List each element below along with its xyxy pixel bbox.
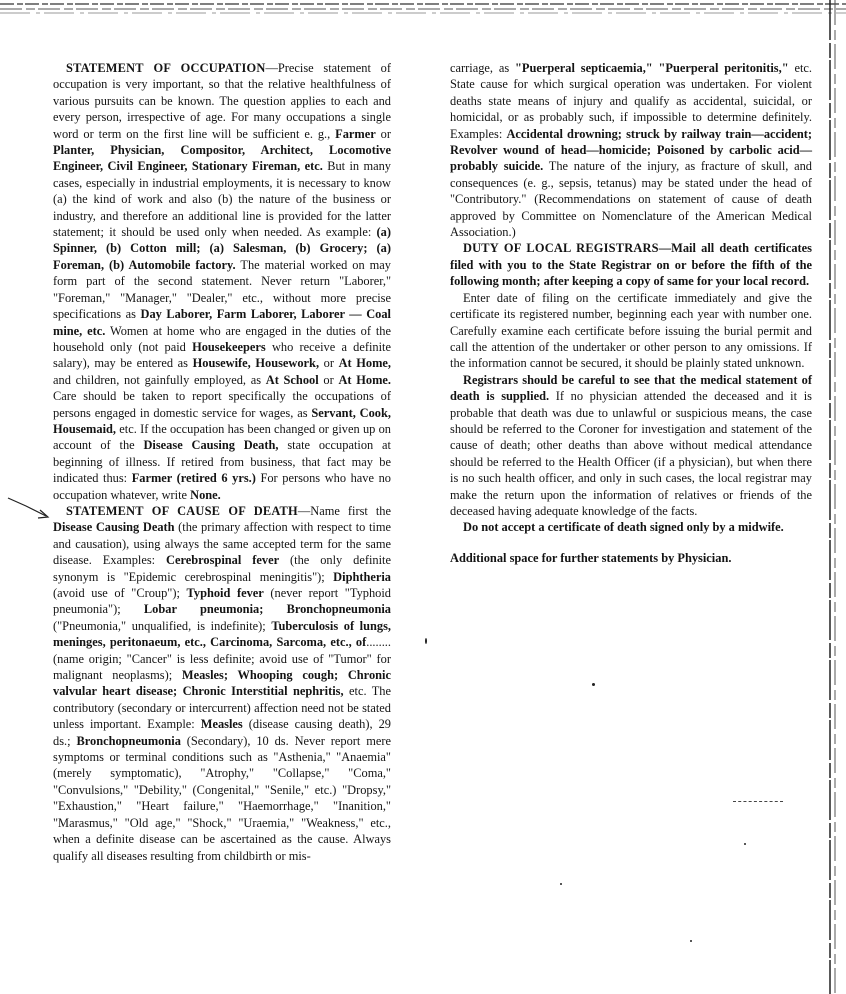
- occupation-heading: STATEMENT OF OCCUPATION: [66, 61, 266, 75]
- text-run: (avoid use of "Croup");: [53, 586, 187, 600]
- text-run: etc. The contributory (secondary or intercurrent) affection need not be stated unless important. Example:: [53, 684, 391, 732]
- example-term: (a) Spinner, (b) Cotton mill; (a) Salesman, (b) Grocery; (a) Foreman, (b) Automobile factory.: [53, 225, 391, 272]
- duty-text: —Mail all death certificates filed with you to the State Registrar on or before the fifth of the following month; after keeping a copy of same for your local record.: [450, 241, 813, 289]
- text-run: ........ (name origin; "Cancer" is less definite; avoid use of "Tumor" for malignant neoplasms);: [53, 635, 391, 683]
- example-term: "Puerperal septicaemia," "Puerperal peritonitis,": [515, 61, 789, 75]
- text-run: Women at home who are engaged in the duties of the household only (not paid: [53, 323, 391, 354]
- text-run: The nature of the injury, as fracture of skull, and consequences (e. g., sepsis, tetanus) may be stated under the head of "Contributory." (Recommendations on statement of cause of death approved by Committee on Nomenclature of the American Medical Association.): [450, 159, 812, 240]
- text-run: and children, not gainfully employed, as: [53, 372, 266, 387]
- example-term: Servant, Cook, Housemaid,: [53, 405, 391, 436]
- text-run: (disease causing death), 29 ds.;: [53, 717, 391, 748]
- example-term: Diphtheria: [333, 569, 391, 584]
- text-run: —Precise statement of occupation is very important, so that the relative healthfulness of various pursuits can be known. The question applies to each and every person, irrespective of age. For many occupations a single word or term on the first line will be sufficient e. g.,: [53, 61, 391, 141]
- cause-paragraph: [53, 503, 391, 864]
- text-run: or: [318, 372, 339, 387]
- scan-speck: [425, 638, 427, 644]
- example-term: Typhoid fever: [186, 586, 264, 600]
- scan-speck: [592, 683, 595, 686]
- example-term: Cerebrospinal fever: [166, 553, 280, 568]
- example-term: At Home.: [338, 372, 391, 387]
- text-run: If no physician attended the deceased and it is probable that death was due to unlawful or suspicious means, the case should be referred to the Coroner for investigation and statement of the cause of death; other deaths than above without medical attendance should be referred to the Health Officer (if a physician), but when there is no such health officer, and only in such cases, the local registrar may make the return upon the information of relatives or friends of the deceased having adequate knowledge of the facts.: [450, 389, 812, 518]
- cause-heading: STATEMENT OF CAUSE OF DEATH: [66, 503, 298, 518]
- left-column: [53, 60, 391, 864]
- right-column: [450, 60, 812, 566]
- occupation-paragraph: [53, 60, 391, 503]
- midwife-paragraph: Do not accept a certificate of death signed only by a midwife.: [463, 520, 784, 535]
- example-term: Bronchopneumonia: [76, 733, 181, 748]
- scan-right-border: [826, 0, 840, 994]
- text-run: Care should be taken to report specifically the occupations of persons engaged in domestic service for wages, as: [53, 389, 391, 420]
- example-term: Farmer (retired 6 yrs.): [131, 471, 256, 486]
- example-term: Planter, Physician, Compositor, Architect, Locomotive Engineer, Civil Engineer, Stationary Fireman, etc.: [53, 143, 391, 174]
- text-run: (the only definite synonym is "Epidemic cerebrospinal meningitis");: [53, 553, 391, 584]
- text-run: For persons who have no occupation whatever, write: [53, 471, 391, 502]
- physician-note: Additional space for further statements by Physician.: [450, 550, 732, 565]
- duty-heading: DUTY OF LOCAL REGISTRARS: [463, 241, 659, 256]
- registrars-paragraph: [450, 372, 812, 520]
- example-term: Disease Causing Death,: [143, 438, 279, 453]
- text-run: who receive a definite salary), may be entered as: [53, 339, 391, 371]
- example-term: At Home,: [338, 356, 391, 371]
- example-term: Housekeepers: [192, 339, 266, 354]
- duty-paragraph: [450, 240, 812, 289]
- example-term: Disease Causing Death: [53, 520, 175, 535]
- example-term: Tuberculosis of lungs, meninges, peritonaeum, etc., Carcinoma, Sarcoma, etc., of: [53, 618, 392, 650]
- example-term: Accidental drowning; struck by railway train—accident; Revolver wound of head—homicide; Poisoned by carbolic acid—probably suicide.: [450, 126, 812, 174]
- example-term: Measles; Whooping cough; Chronic valvular heart disease; Chronic Interstitial nephritis,: [53, 668, 391, 699]
- stray-dotted-line: [733, 801, 783, 802]
- text-run: etc. State cause for which surgical operation was undertaken. For violent deaths state means of injury and qualify as accidental, suicidal, or homicidal, or as probably such, if impossible to determine definitely. Examples:: [450, 61, 813, 141]
- example-term: None.: [190, 487, 221, 502]
- example-term: At School: [265, 372, 319, 387]
- example-term: Measles: [200, 717, 243, 732]
- text-run: state occupation at beginning of illness. If retired from business, that fact may be indicated thus:: [53, 438, 391, 486]
- filing-paragraph: Enter date of filing on the certificate immediately and give the certificate its registered number, beginning each year with number one. Carefully examine each certificate before issuing the burial permit and call the attention of the undertaker or other person to any omissions. If the information cannot be secured, it should be plainly stated unknown.: [450, 290, 812, 371]
- scan-speck: [690, 940, 692, 942]
- text-run: But in many cases, especially in industrial employments, it is necessary to know (a) the kind of work and also (b) the nature of the business or industry, and therefore an additional line is provided for the latter statement; it should be used only when needed. As example:: [53, 159, 391, 240]
- example-term: Farmer: [335, 126, 376, 141]
- text-run: —Name first the: [297, 503, 391, 518]
- text-run: or: [375, 126, 391, 141]
- text-run: (Secondary), 10 ds. Never report mere symptoms or terminal conditions such as "Asthenia," "Anaemia" (merely symptomatic), "Atrophy," "Collapse," "Coma," "Convulsions," "Debility," (Congenital," "Senile," etc.) "Dropsy," "Exhaustion," "Heart failure," "Haemorrhage," "Inanition," "Marasmus," "Old age," "Shock," "Uraemia," "Weakness," etc., when a definite disease can be ascertained as the cause. Always qualify all diseases resulting from childbirth or mis-: [53, 733, 392, 863]
- text-run: etc. If the occupation has been changed or given up on account of the: [53, 421, 391, 453]
- scan-top-border: [0, 0, 846, 18]
- text-run: (never report "Typhoid pneumonia");: [53, 586, 391, 617]
- example-term: Day Laborer, Farm Laborer, Laborer — Coal mine, etc.: [53, 307, 391, 338]
- example-term: Housewife, Housework,: [192, 356, 320, 371]
- registrars-lead: Registrars should be careful to see that the medical statement of death is supplied.: [450, 372, 812, 404]
- text-run: (the primary affection with respect to time and causation), using always the same accepted term for the same disease. Examples:: [53, 520, 391, 568]
- text-run: ("Pneumonia," unqualified, is indefinite);: [53, 618, 272, 633]
- example-term: Lobar pneumonia; Bronchopneumonia: [143, 602, 391, 617]
- cause-continued-paragraph: [450, 60, 812, 240]
- text-run: or: [319, 356, 339, 371]
- scan-speck: [744, 843, 746, 845]
- scan-speck: [560, 883, 562, 885]
- text-run: carriage, as: [450, 61, 516, 75]
- text-run: The material worked on may form part of the second statement. Never return "Laborer," "Foreman," "Manager," "Dealer," etc., without more precise specifications as: [53, 257, 391, 322]
- pencil-arrow-mark: [6, 494, 56, 524]
